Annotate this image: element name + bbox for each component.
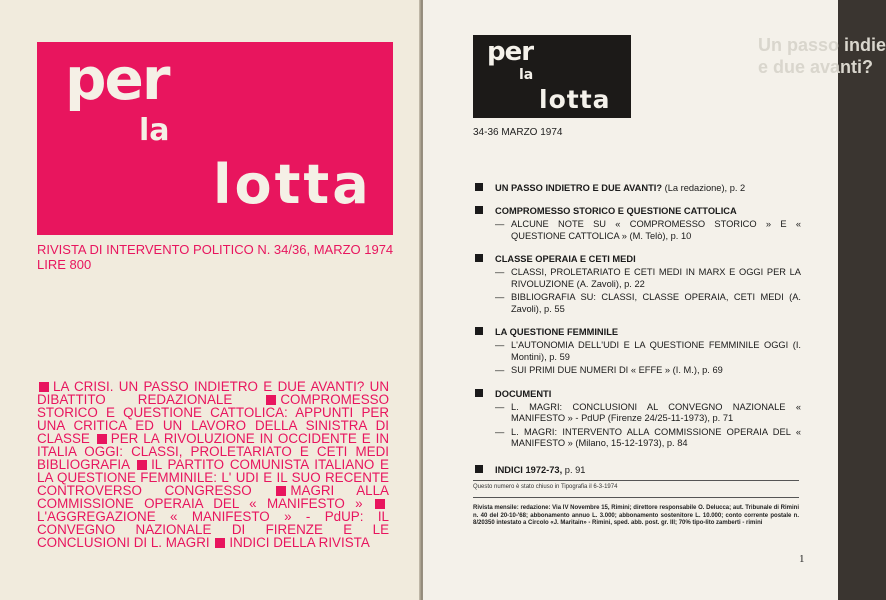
square-bullet-icon	[475, 254, 483, 262]
square-bullet-icon	[475, 465, 483, 473]
toc-section	[473, 182, 801, 194]
toc-item-text: L'AUTONOMIA DELL'UDI E LA QUESTIONE FEMMINILE OGGI (I. Montini), p. 59	[511, 340, 801, 362]
square-bullet-icon	[276, 486, 286, 496]
masthead-la: la	[139, 113, 170, 148]
toc-item: — BIBLIOGRAFIA SU: CLASSI, CLASSE OPERAIA, CETI MEDI (A. Zavoli), p. 55	[495, 292, 801, 314]
toc-item-text: L. MAGRI: CONCLUSIONI AL CONVEGNO NAZIONALE « MANIFESTO » - PdUP (Firenze 24/25-11-1973), p. 71	[511, 401, 801, 423]
divider	[473, 480, 799, 481]
ghost-line: Un passo indie	[758, 35, 886, 55]
square-bullet-icon	[266, 395, 276, 405]
toc-item-text: CLASSI, PROLETARIATO E CETI MEDI IN MARX E OGGI PER LA RIVOLUZIONE (A. Zavoli), p. 22	[511, 267, 801, 289]
cover-item: IL PARTITO COMUNISTA ITALIANO E LA QUESTIONE FEMMINILE: L' UDI E IL SUO RECENTE CONTROVERSO CONGRESSO	[37, 457, 389, 498]
square-bullet-icon	[39, 382, 49, 392]
toc-item: — CLASSI, PROLETARIATO E CETI MEDI IN MARX E OGGI PER LA RIVOLUZIONE (A. Zavoli), p. 22	[495, 267, 801, 289]
square-bullet-icon	[215, 538, 225, 548]
issue-date: 34-36 MARZO 1974	[473, 127, 563, 138]
toc-item-text: L. MAGRI: INTERVENTO ALLA COMMISSIONE OPERAIA DEL « MANIFESTO » (Milano, 15-12-1973), p. 84	[511, 426, 801, 448]
imprint: Rivista mensile: redazione: Via IV Novembre 15, Rimini; direttore responsabile O. Delucca; aut. Tribunale di Rimini n. 40 del 20-10-'68; abbonamento annuo L. 3.000; abbonamento sostenitore L. 10.000; conto corrente postale n. 8/20350 intestato a Circolo «J. Maritain» - Rimini, sped. abb. post. gr. III; 70% tipo-lito zamberti - rimini	[473, 505, 799, 526]
cover-item: L'AGGREGAZIONE « MANIFESTO » - PdUP: IL CONVEGNO NAZIONALE DI FIRENZE E LE CONCLUSIONI DI L. MAGRI	[37, 509, 389, 550]
square-bullet-icon	[97, 434, 107, 444]
logo-per: per	[487, 37, 534, 67]
toc-section	[473, 388, 801, 400]
toc-section-note: (La redazione), p. 2	[662, 183, 746, 193]
toc-item: — ALCUNE NOTE SU « COMPROMESSO STORICO » E « QUESTIONE CATTOLICA » (M. Telò), p. 10	[495, 219, 801, 241]
square-bullet-icon	[475, 206, 483, 214]
toc-section	[473, 253, 801, 265]
toc-section-title: DOCUMENTI	[495, 388, 552, 399]
cover-subtitle: RIVISTA DI INTERVENTO POLITICO N. 34/36, MARZO 1974	[37, 242, 394, 257]
square-bullet-icon	[475, 183, 483, 191]
cover-item: LA CRISI. UN PASSO INDIETRO E DUE AVANTI? UN DIBATTITO REDAZIONALE	[37, 379, 389, 407]
toc-section	[473, 205, 801, 217]
toc-section	[473, 464, 801, 476]
logo-la: la	[519, 67, 534, 83]
cover-item: COMPROMESSO STORICO E QUESTIONE CATTOLICA: APPUNTI PER UNA CRITICA ED UN LAVORO DELLA SINISTRA DI CLASSE	[37, 392, 389, 446]
cover-page	[0, 0, 421, 600]
toc-item-text: SUI PRIMI DUE NUMERI DI « EFFE » (I. M.), p. 69	[511, 365, 723, 375]
toc-item-text: ALCUNE NOTE SU « COMPROMESSO STORICO » E « QUESTIONE CATTOLICA » (M. Telò), p. 10	[511, 219, 801, 241]
toc-section	[473, 326, 801, 338]
cover-price: LIRE 800	[37, 257, 92, 272]
toc-section-title: CLASSE OPERAIA E CETI MEDI	[495, 254, 636, 264]
masthead-logo	[37, 42, 393, 235]
cover-item: MAGRI ALLA COMMISSIONE OPERAIA DEL « MANIFESTO »	[37, 483, 389, 511]
toc-item: — L. MAGRI: CONCLUSIONI AL CONVEGNO NAZIONALE « MANIFESTO » - PdUP (Firenze 24/25-11-1973), p. 71	[495, 401, 801, 423]
toc-item: — SUI PRIMI DUE NUMERI DI « EFFE » (I. M.), p. 69	[495, 365, 723, 375]
cover-item: INDICI DELLA RIVISTA	[229, 535, 370, 550]
contents-logo	[473, 35, 631, 118]
masthead-per: per	[65, 45, 169, 113]
toc-item: — L. MAGRI: INTERVENTO ALLA COMMISSIONE OPERAIA DEL « MANIFESTO » (Milano, 15-12-1973), p. 84	[495, 426, 801, 448]
square-bullet-icon	[475, 327, 483, 335]
toc-section-title: INDICI 1972-73,	[495, 464, 563, 475]
toc-section-note: p. 91	[562, 464, 586, 475]
masthead-lotta: lotta	[213, 153, 372, 216]
ghost-line: e due avanti?	[758, 57, 874, 77]
square-bullet-icon	[375, 499, 385, 509]
toc-section-title: LA QUESTIONE FEMMINILE	[495, 327, 619, 337]
cover-contents	[37, 380, 389, 549]
toc-section-title: UN PASSO INDIETRO E DUE AVANTI?	[495, 183, 663, 193]
logo-lotta: lotta	[539, 85, 611, 114]
table-of-contents	[473, 182, 801, 476]
cover-item: PER LA RIVOLUZIONE IN OCCIDENTE E IN ITALIA OGGI: CLASSI, PROLETARIATO E CETI MEDI BIBLIOGRAFIA	[37, 431, 389, 472]
toc-item-text: BIBLIOGRAFIA SU: CLASSI, CLASSE OPERAIA, CETI MEDI (A. Zavoli), p. 55	[511, 292, 801, 314]
toc-section-title: COMPROMESSO STORICO E QUESTIONE CATTOLICA	[495, 206, 737, 216]
contents-page	[423, 0, 886, 600]
toc-item: — L'AUTONOMIA DELL'UDI E LA QUESTIONE FEMMINILE OGGI (I. Montini), p. 59	[495, 340, 801, 362]
square-bullet-icon	[475, 389, 483, 397]
bleed-through-text	[758, 34, 886, 78]
closing-note: Questo numero è stato chiuso in Tipografia il 6-3-1974	[473, 484, 618, 490]
divider	[473, 497, 799, 498]
cover-subtitle-block	[37, 242, 397, 272]
square-bullet-icon	[137, 460, 147, 470]
page-number: 1	[799, 553, 805, 565]
